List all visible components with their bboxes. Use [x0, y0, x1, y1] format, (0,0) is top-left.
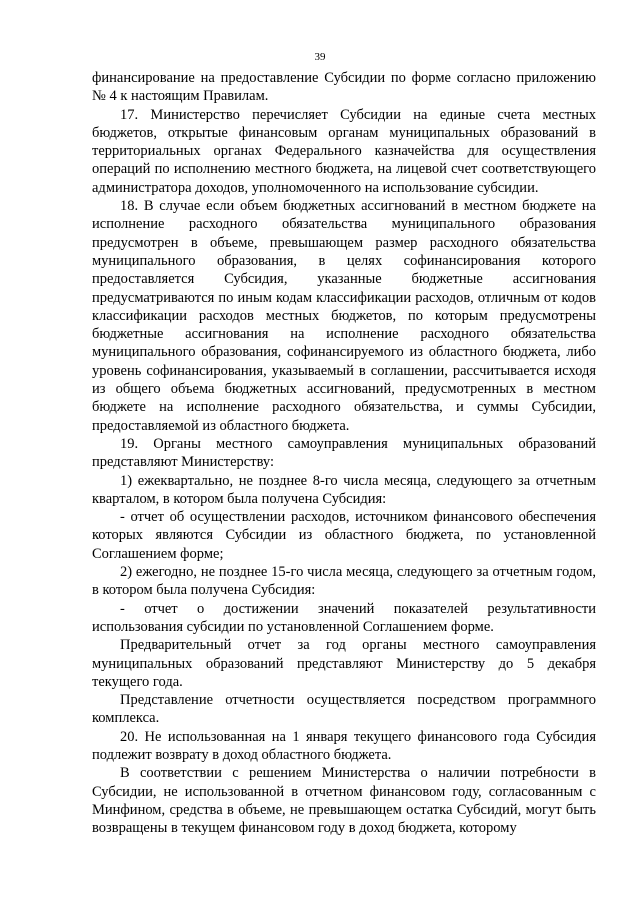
paragraph-19-item-1-report: - отчет об осуществлении расходов, источником финансового обеспечения которых являются Субсидии из областного бюджета, по установленной Соглашением форме; [92, 509, 596, 562]
paragraph-continuation: финансирование на предоставление Субсидии по форме согласно приложению № 4 к настоящим Правилам. [92, 70, 596, 105]
paragraph-19: 19. Органы местного самоуправления муниципальных образований представляют Министерству: [92, 435, 596, 471]
paragraph-20: 20. Не использованная на 1 января текущего финансового года Субсидия подлежит возврату в доход областного бюджета. [92, 728, 596, 763]
paragraph-preliminary-report: Предварительный отчет за год органы местного самоуправления муниципальных образований представляют Министерству до 5 декабря текущего года. [92, 637, 596, 690]
paragraph-19-item-2: 2) ежегодно, не позднее 15-го числа месяца, следующего за отчетным годом, в котором была получена Субсидия: [92, 564, 596, 599]
paragraph-19-item-2-report: - отчет о достижении значений показателей результативности использования субсидии по установленной Соглашением форме. [92, 600, 596, 635]
paragraph-19-item-1: 1) ежеквартально, не позднее 8-го числа месяца, следующего за отчетным кварталом, в котором была получена Субсидия: [92, 472, 596, 507]
paragraph-18: 18. В случае если объем бюджетных ассигнований в местном бюджете на исполнение расходного обязательства муниципального образования предусмотрен в объеме, превышающем размер расходного обязательства муниципального образования, в целях софинансирования которого предоставляется Субсидия, указанные бюджетные ассигнования предусматриваются по иным кодам классификации расходов, отличным от кодов классификации расходов местных бюджетов, по которым предусмотрены бюджетные ассигнования на исполнение расходного обязательства муниципального образования, софинансируемого из областного бюджета, либо уровень софинансирования, указываемый в соглашении, рассчитывается исходя из общего объема бюджетных ассигнований, предусмотренных в местном бюджете на исполнение расходного обязательства, и суммы Субсидии, предоставляемой из областного бюджета. [92, 198, 596, 434]
body-text [92, 69, 596, 837]
page-number: 39 [314, 51, 326, 63]
paragraph-20-continuation: В соответствии с решением Министерства о наличии потребности в Субсидии, не использованной в отчетном финансовом году, согласованным с Минфином, средства в объеме, не превышающем остатка Субсидий, могут быть возвращены в текущем финансовом году в доход бюджета, которому [92, 765, 596, 837]
paragraph-17: 17. Министерство перечисляет Субсидии на единые счета местных бюджетов, открытые финансовым органам муниципальных образований в территориальных органах Федерального казначейства для осуществления операций по исполнению местного бюджета, на лицевой счет соответствующего администратора доходов, уполномоченного на использование субсидии. [92, 106, 596, 196]
paragraph-reporting-software: Представление отчетности осуществляется посредством программного комплекса. [92, 692, 596, 727]
